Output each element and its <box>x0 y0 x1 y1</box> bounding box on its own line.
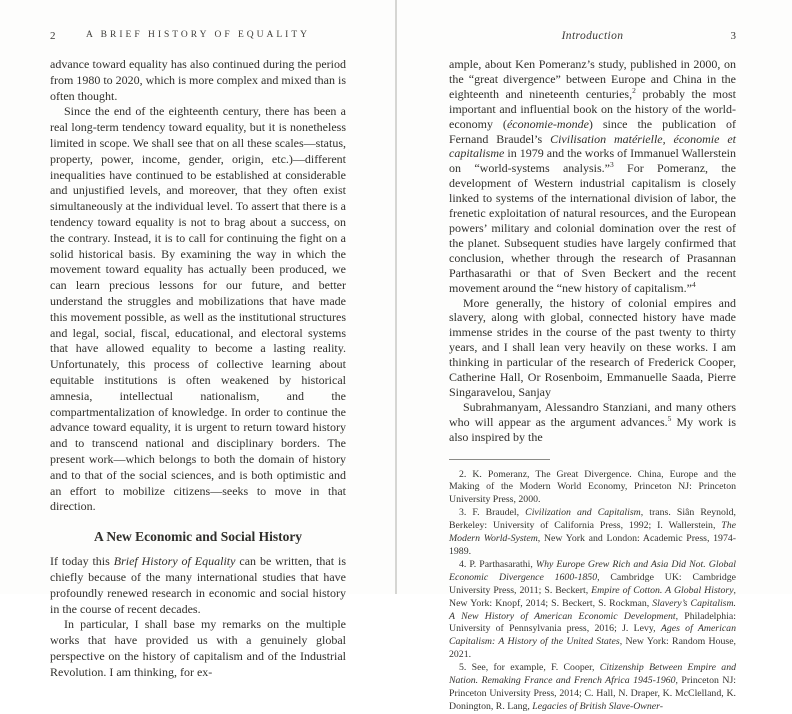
right-page <box>397 0 792 712</box>
left-page-header <box>50 30 346 44</box>
footnote: 3. F. Braudel, Civilization and Capitalism, trans. Siân Reynold, Berkeley: University of California Press, 1992; I. Wallerstein, The Modern World-System, New York and London: Academic Press, 1974-1989. <box>449 507 737 557</box>
footnote: 2. K. Pomeranz, The Great Divergence. China, Europe and the Making of the Modern World Economy, Princeton NJ: Princeton University Press, 2000. <box>449 468 736 506</box>
right-page-number: 3 <box>730 30 736 42</box>
left-page-number: 2 <box>50 30 56 42</box>
footnotes-block <box>449 469 736 714</box>
paragraph: Since the end of the eighteenth century, there has been a real long-term tendency toward equality, but it is nonetheless limited in scope. We shall see that on all these scales—status, property, power, income, gender, origin, etc.)—different inequalities have continued to be established at considerable and unjustified levels, and moreover, that they often exist simultaneously at the individual level. To assert that there is a tendency toward equality is not to brag about a success, on the contrary. Instead, it is to call for continuing the fight on a solid historical basis. By examining the way in which the movement toward equality has actually been produced, we can learn precious lessons for our future, and better understand the struggles and mobilizations that have made this movement possible, as well as the institutional structures and legal, social, fiscal, educational, and electoral systems that have allowed equality to become a lasting reality. Unfortunately, this process of collective learning about equitable institutions is often weakened by historical amnesia, intellectual nationalism, and the compartmentalization of knowledge. In order to continue the advance toward equality, it is urgent to return toward history and to transcend national and disciplinary borders. The present work—which belongs to both the domain of history and to that of the social sciences, and is both optimistic and an effort to mobilize citizens—seeks to move in that direction. <box>50 104 346 514</box>
section-heading: A New Economic and Social History <box>93 529 303 545</box>
paragraph: ample, about Ken Pomeranz’s study, published in 2000, on the “great divergence” between Europe and China in the eighteenth and nineteenth centuries,$^2$ probably the most important and influential book on the history of the world-economy (économie-monde) since the publication of Fernand Braudel’s Civilisation matérielle, économie et capitalisme in 1979 and the works of Immanuel Wallerstein on “world-systems analysis.”$^3$ For Pomeranz, the development of Western industrial capitalism is closely linked to systems of the international division of labor, the frenetic exploitation of natural resources, and the European powers’ military and colonial domination over the rest of the planet. Subsequent studies have largely confirmed that conclusion, whether through the research of Prasannan Parthasarathi or that of Sven Beckert and the recent movement around the “new history of capitalism.”$^4$ <box>449 57 737 295</box>
paragraph: advance toward equality has also continued during the period from 1980 to 2020, which is more complex and mixed than is often thought. <box>50 57 346 103</box>
right-page-header <box>449 30 736 44</box>
left-page <box>0 0 395 679</box>
paragraph: More generally, the history of colonial empires and slavery, along with global, connected history have made immense strides in the course of the past twenty to thirty years, and I shall lean very heavily on these works. I am thinking in particular of the research of Frederick Cooper, Catherine Hall, Or Rosenboim, Emmanuelle Saada, Pierre Singaravelou, Sanjay <box>449 295 736 399</box>
footnote-separator <box>449 459 550 460</box>
left-running-head: A BRIEF HISTORY OF EQUALITY <box>85 30 311 40</box>
right-page-body <box>449 57 736 445</box>
footnote: 4. P. Parthasarathi, Why Europe Grew Rich and Asia Did Not. Global Economic Divergence 1600-1850, Cambridge UK: Cambridge University Press, 2011; S. Beckert, Empire of Cotton. A Global History, New York: Knopf, 2014; S. Beckert, S. Rockman, Slavery’s Capitalism. A New History of American Economic Development, Philadelphia: University of Pennsylvania press, 2016; J. Levy, Ages of American Capitalism: A History of the United States, New York: Random House, 2021. <box>449 558 737 661</box>
paragraph: In particular, I shall base my remarks on the multiple works that have provided us with a genuinely global perspective on the history of capitalism and of the Industrial Revolution. I am thinking, for ex- <box>50 617 346 679</box>
left-page-section-body <box>50 554 346 680</box>
footnote: 5. See, for example, F. Cooper, Citizenship Between Empire and Nation. Remaking France and French Africa 1945-1960, Princeton NJ: Princeton University Press, 2014; C. Hall, N. Draper, K. McClelland, K. Donington, R. Lang, Legacies of British Slave-Owner- <box>449 662 736 712</box>
right-running-head: Introduction <box>561 30 624 42</box>
paragraph: Subrahmanyam, Alessandro Stanziani, and many others who will appear as the argument advances.$^5$ My work is also inspired by the <box>449 399 736 444</box>
left-page-body <box>50 57 346 515</box>
paragraph: If today this Brief History of Equality can be written, that is chiefly because of the many international studies that have profoundly renewed research in economic and social history in the course of recent decades. <box>50 554 346 616</box>
